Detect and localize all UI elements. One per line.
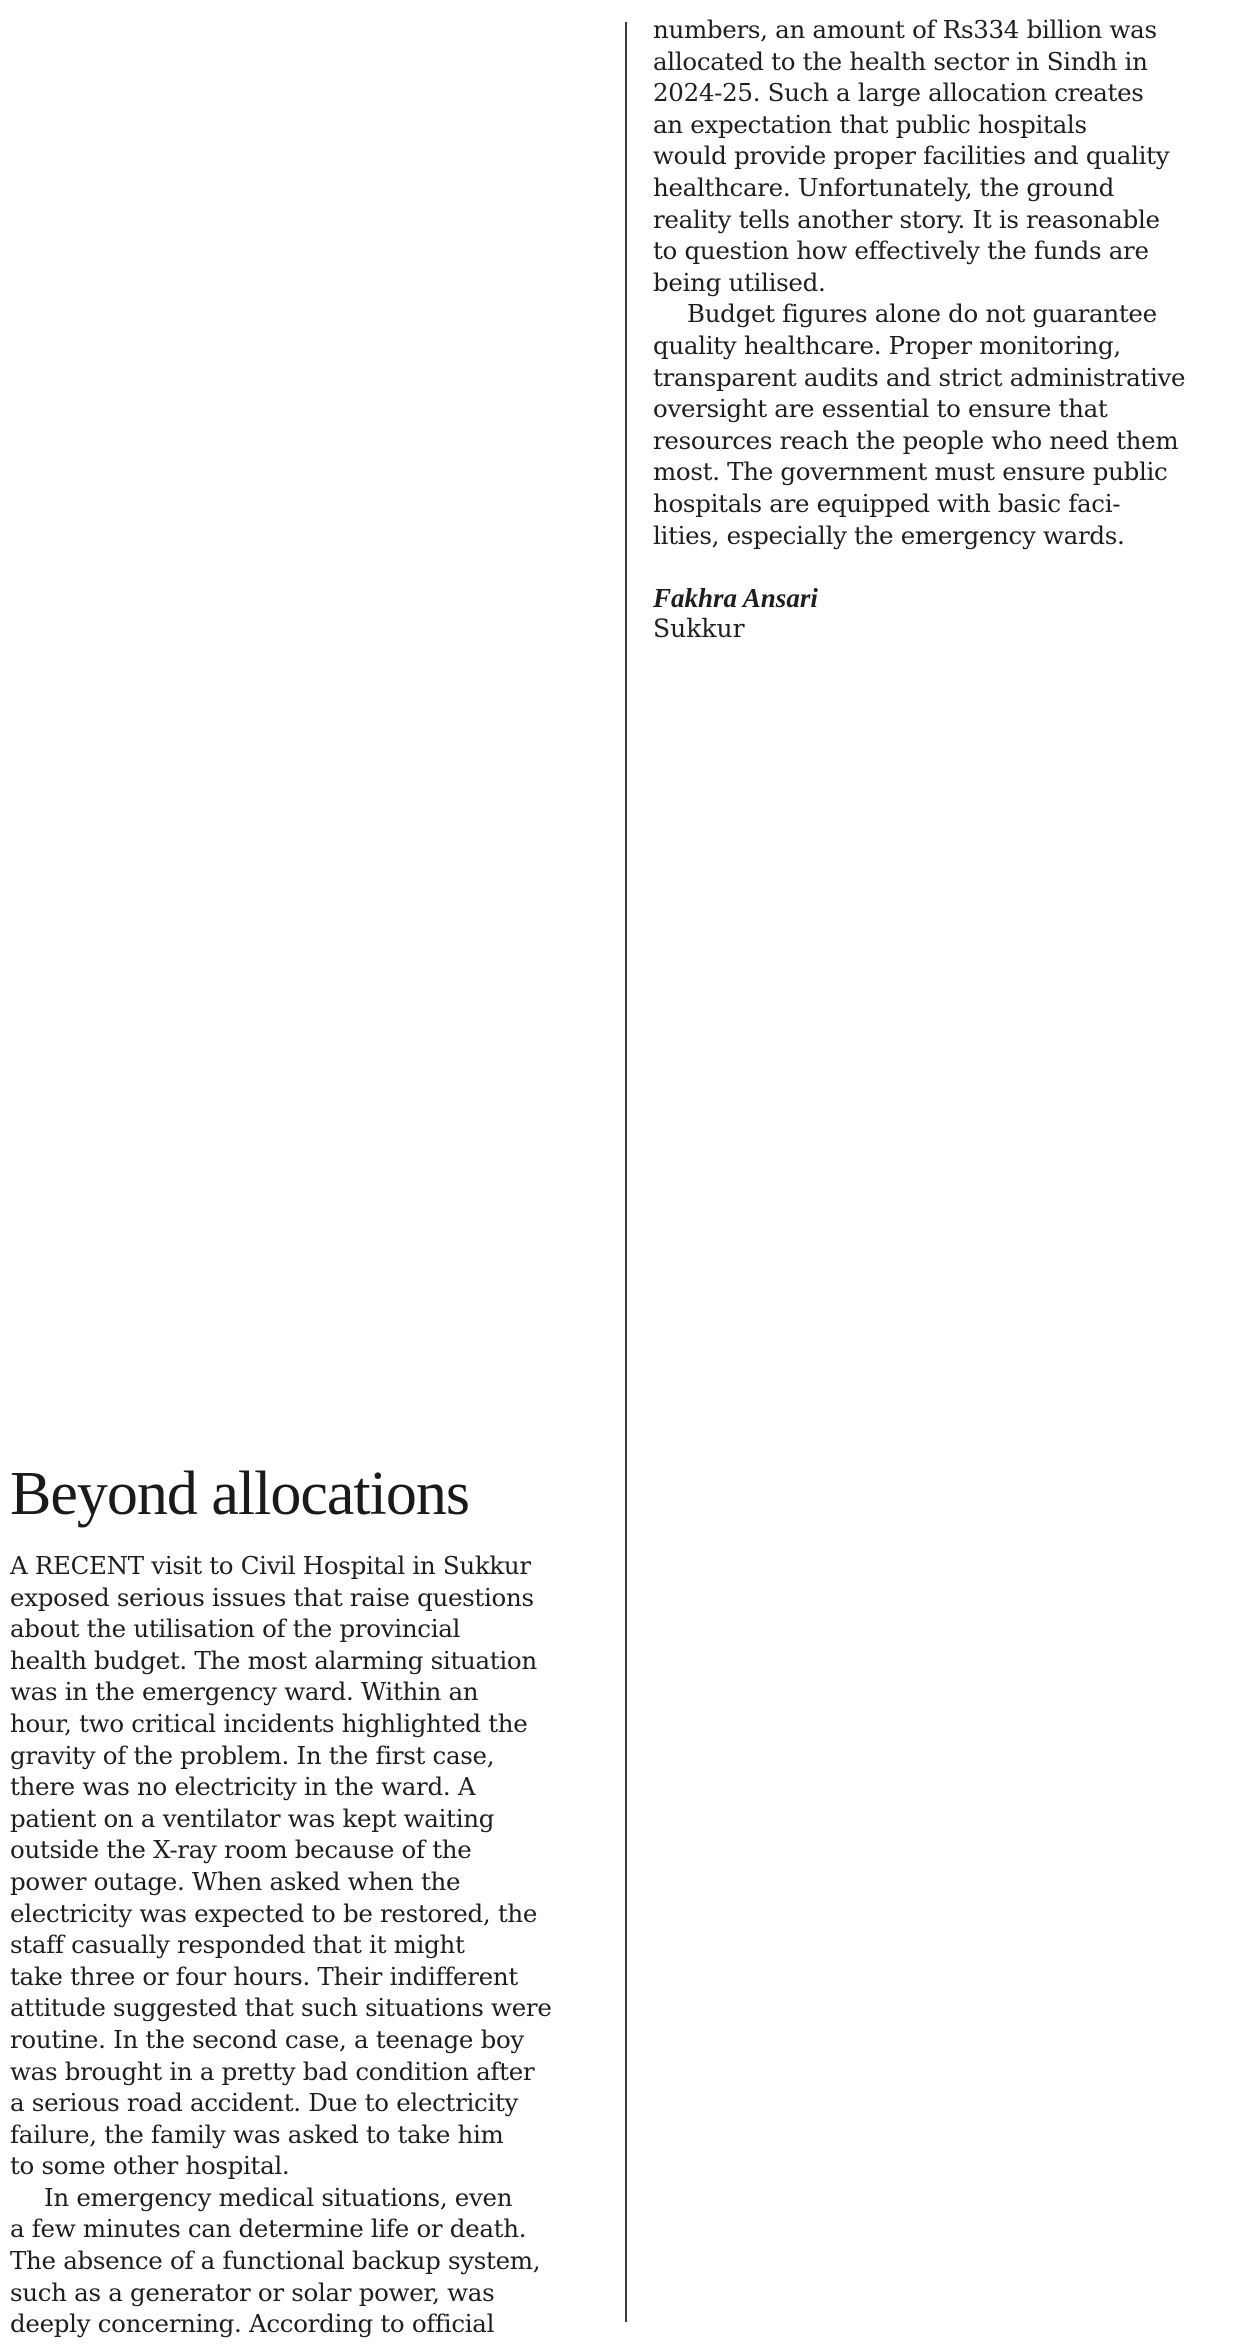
body-line-text: In emergency medical situations, even bbox=[44, 2182, 513, 2212]
body-line: numbers, an amount of Rs334 billion was bbox=[653, 15, 1157, 44]
body-line: gravity of the problem. In the first case, bbox=[10, 1740, 495, 1770]
body-line: a serious road accident. Due to electricity bbox=[10, 2088, 519, 2118]
body-line: an expectation that public hospitals bbox=[653, 109, 1087, 139]
body-line-indented bbox=[653, 298, 1243, 330]
body-line: resources reach the people who need them bbox=[653, 425, 1179, 455]
right-column bbox=[653, 14, 1243, 644]
body-line: health budget. The most alarming situation bbox=[10, 1645, 537, 1675]
body-line: outside the X-ray room because of the bbox=[10, 1835, 472, 1865]
body-line: staff casually responded that it might bbox=[10, 1930, 465, 1960]
body-line: electricity was expected to be restored, the bbox=[10, 1898, 538, 1928]
body-line: healthcare. Unfortunately, the ground bbox=[653, 172, 1114, 202]
body-line: to question how effectively the funds are bbox=[653, 236, 1149, 266]
body-line: about the utilisation of the provincial bbox=[10, 1614, 461, 1644]
body-line: power outage. When asked when the bbox=[10, 1866, 461, 1896]
author-name: Fakhra Ansari bbox=[653, 583, 818, 614]
body-line: hospitals are equipped with basic faci- bbox=[653, 488, 1121, 518]
body-line-text: Budget figures alone do not guarantee bbox=[687, 299, 1157, 329]
body-line: A RECENT visit to Civil Hospital in Sukkur bbox=[10, 1551, 531, 1580]
column-divider bbox=[625, 22, 627, 2322]
left-column-body bbox=[10, 1550, 600, 2340]
body-line: there was no electricity in the ward. A bbox=[10, 1772, 476, 1802]
body-line: a few minutes can determine life or death. bbox=[10, 2214, 527, 2244]
body-line: failure, the family was asked to take him bbox=[10, 2119, 504, 2149]
body-line: most. The government must ensure public bbox=[653, 457, 1168, 487]
body-line: to some other hospital. bbox=[10, 2151, 290, 2181]
body-line: 2024-25. Such a large allocation creates bbox=[653, 78, 1144, 108]
body-line: transparent audits and strict administrative bbox=[653, 362, 1186, 392]
body-line-indented bbox=[10, 2182, 600, 2214]
body-line: was brought in a pretty bad condition after bbox=[10, 2056, 535, 2086]
body-line: was in the emergency ward. Within an bbox=[10, 1677, 479, 1707]
author-location: Sukkur bbox=[653, 614, 745, 644]
body-line: would provide proper facilities and quality bbox=[653, 141, 1170, 171]
body-line: allocated to the health sector in Sindh in bbox=[653, 46, 1148, 76]
body-line: lities, especially the emergency wards. bbox=[653, 520, 1125, 550]
body-line: being utilised. bbox=[653, 267, 826, 297]
author-signoff bbox=[653, 582, 1243, 644]
body-line: attitude suggested that such situations were bbox=[10, 1993, 552, 2023]
body-line: oversight are essential to ensure that bbox=[653, 394, 1108, 424]
body-line: reality tells another story. It is reasonable bbox=[653, 204, 1160, 234]
body-line: deeply concerning. According to official bbox=[10, 2309, 495, 2339]
body-line: The absence of a functional backup system, bbox=[10, 2246, 541, 2276]
left-column bbox=[10, 0, 600, 2351]
body-line: exposed serious issues that raise questions bbox=[10, 1582, 534, 1612]
body-line: quality healthcare. Proper monitoring, bbox=[653, 330, 1121, 360]
body-line: such as a generator or solar power, was bbox=[10, 2277, 495, 2307]
body-line: take three or four hours. Their indifferent bbox=[10, 1961, 518, 1991]
body-line: routine. In the second case, a teenage boy bbox=[10, 2024, 524, 2054]
body-line: patient on a ventilator was kept waiting bbox=[10, 1803, 495, 1833]
body-line: hour, two critical incidents highlighted the bbox=[10, 1708, 528, 1738]
article-headline: Beyond allocations bbox=[10, 1460, 469, 1528]
